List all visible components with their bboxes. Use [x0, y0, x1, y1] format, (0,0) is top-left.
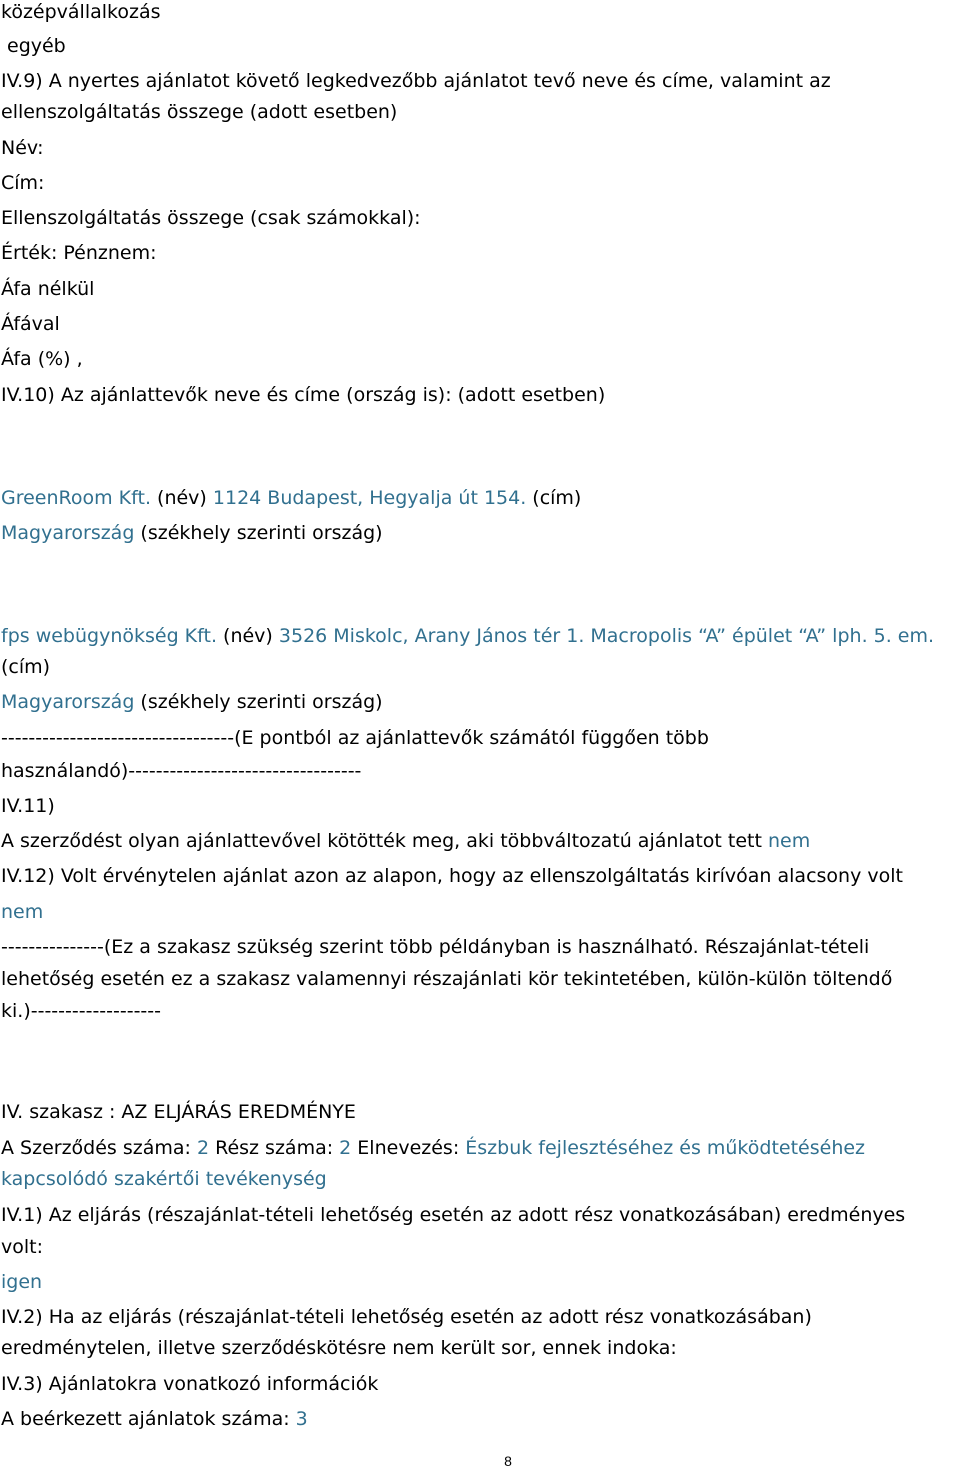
section-iv2-heading-cont: eredménytelen, illetve szerződéskötésre nem került sor, ennek indoka: — [1, 1337, 677, 1359]
label-nev: (név) — [217, 625, 279, 647]
bidder-2-address: 3526 Miskolc, Arany János tér 1. Macropolis “A” épület “A” lph. 5. em. — [278, 625, 935, 647]
separator-instructions-cont: lehetőség esetén ez a szakasz valamennyi részajánlati kör tekintetében, külön-külön töltendő — [1, 968, 893, 990]
separator-instructions: ---------------(Ez a szakasz szükség szerint több példányban is használható. Részajánlat-tételi — [1, 936, 870, 958]
label-nev: (név) — [151, 487, 213, 509]
field-nev: Név: — [1, 137, 44, 159]
separator-instructions-end: ki.)------------------- — [1, 1000, 161, 1022]
multi-variant-question: A szerződést olyan ajánlattevővel kötötték meg, aki többváltozatú ajánlatot tett — [1, 830, 768, 852]
section-iv9-heading-cont: ellenszolgáltatás összege (adott esetben) — [1, 101, 398, 123]
separator-note: ----------------------------------(E pontból az ajánlattevők számától függően több — [1, 727, 709, 749]
bidder-2-country: Magyarország — [1, 691, 135, 713]
contract-info-line — [1, 1136, 865, 1160]
contract-name: Észbuk fejlesztéséhez és működtetéséhez — [465, 1137, 866, 1159]
received-offers-count: 3 — [295, 1408, 308, 1430]
label-szekhely: (székhely szerinti ország) — [134, 522, 383, 544]
section-iv2-heading: IV.2) Ha az eljárás (részajánlat-tételi lehetőség esetén az adott rész vonatkozásában) — [1, 1306, 812, 1328]
label-resz-szama: Rész száma: — [209, 1137, 340, 1159]
label-cim: (cím) — [526, 487, 582, 509]
bidder-1-country: Magyarország — [1, 522, 135, 544]
field-ellenszolgaltatas: Ellenszolgáltatás összege (csak számokkal): — [1, 207, 421, 229]
field-ertek-penznem: Érték: Pénznem: — [1, 242, 157, 264]
bidder-2-country-line — [1, 690, 383, 714]
label-szekhely: (székhely szerinti ország) — [134, 691, 383, 713]
bidder-1-address: 1124 Budapest, Hegyalja út 154. — [212, 487, 527, 509]
section-iv12-answer: nem — [1, 901, 44, 923]
section-iv1-answer: igen — [1, 1271, 43, 1293]
section-iv11-text — [1, 829, 810, 853]
label-szerzodes-szama: A Szerződés száma: — [1, 1137, 197, 1159]
section-iv3-heading: IV.3) Ajánlatokra vonatkozó információk — [1, 1373, 379, 1395]
bidder-1-country-line — [1, 521, 383, 545]
part-number: 2 — [339, 1137, 352, 1159]
option-kozepvallalkozas: középvállalkozás — [1, 1, 161, 23]
field-afaval: Áfával — [1, 313, 60, 335]
option-egyeb: egyéb — [7, 35, 66, 57]
section-iv-title: IV. szakasz : AZ ELJÁRÁS EREDMÉNYE — [1, 1101, 356, 1123]
field-cim: Cím: — [1, 172, 45, 194]
label-cim: (cím) — [1, 656, 51, 678]
section-iv12-heading: IV.12) Volt érvénytelen ajánlat azon az alapon, hogy az ellenszolgáltatás kirívóan alacsony volt — [1, 865, 903, 887]
section-iv1-heading-cont: volt: — [1, 1236, 43, 1258]
received-offers-line — [1, 1407, 308, 1431]
section-iv10-heading: IV.10) Az ajánlattevők neve és címe (ország is): (adott esetben) — [1, 384, 606, 406]
field-afa-percent: Áfa (%) , — [1, 348, 83, 370]
bidder-2-line — [1, 624, 934, 648]
contract-name-cont: kapcsolódó szakértői tevékenység — [1, 1168, 327, 1190]
page-number: 8 — [504, 1453, 512, 1469]
bidder-2-name: fps webügynökség Kft. — [1, 625, 217, 647]
contract-number: 2 — [196, 1137, 210, 1159]
field-afa-nelkul: Áfa nélkül — [1, 278, 95, 300]
label-elnevezes: Elnevezés: — [351, 1137, 466, 1159]
section-iv11-heading: IV.11) — [1, 795, 55, 817]
section-iv1-heading: IV.1) Az eljárás (részajánlat-tételi lehetőség esetén az adott rész vonatkozásában) eredményes — [1, 1204, 906, 1226]
label-beerkezett-ajanlatok: A beérkezett ajánlatok száma: — [1, 1408, 296, 1430]
bidder-1-name: GreenRoom Kft. — [1, 487, 151, 509]
multi-variant-answer: nem — [767, 830, 811, 852]
bidder-1-line — [1, 486, 581, 510]
separator-note-cont: használandó)---------------------------------- — [1, 760, 362, 782]
section-iv9-heading: IV.9) A nyertes ajánlatot követő legkedvezőbb ajánlatot tevő neve és címe, valamint az — [1, 70, 831, 92]
